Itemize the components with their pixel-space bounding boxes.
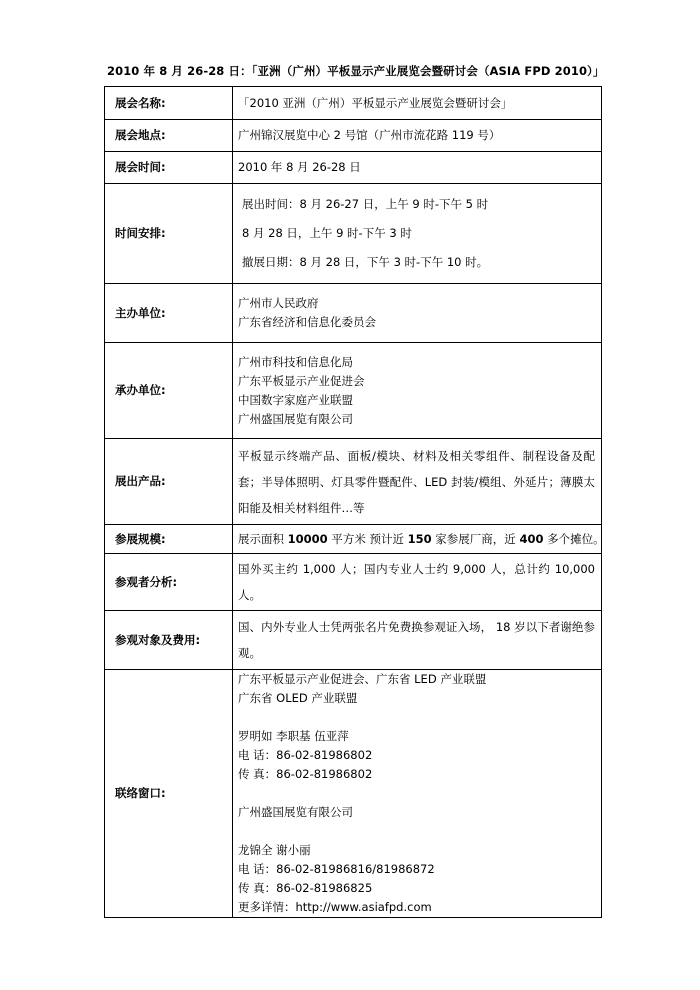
row-label-venue: 展会地点: bbox=[105, 120, 233, 152]
row-value-contact bbox=[233, 670, 602, 918]
contact-website: 更多详情：http://www.asiafpd.com bbox=[238, 900, 432, 914]
table-row bbox=[105, 670, 602, 918]
schedule-line: 撤展日期：8 月 28 日，下午 3 时-下午 10 时。 bbox=[242, 255, 489, 269]
contact-phone: 电 话：86-02-81986802 bbox=[238, 748, 373, 762]
scale-exhibitor-number: 150 bbox=[407, 531, 432, 546]
table-row bbox=[105, 152, 602, 184]
row-label-schedule: 时间安排: bbox=[105, 184, 233, 284]
table-row bbox=[105, 554, 602, 611]
venue-text: 广州锦汉展览中心 2 号馆（广州市流花路 119 号） bbox=[238, 128, 501, 142]
host-line: 广州市科技和信息化局 bbox=[238, 354, 353, 369]
row-value-venue bbox=[233, 120, 602, 152]
organizer-line: 广州市人民政府 bbox=[238, 296, 319, 310]
table-row bbox=[105, 343, 602, 439]
row-value-admission bbox=[233, 611, 602, 670]
dates-text: 2010 年 8 月 26-28 日 bbox=[238, 160, 361, 174]
products-text: 平板显示终端产品、面板/模块、材料及相关零组件、制程设备及配套；半导体照明、灯具零件暨配件、LED 封装/模组、外延片；薄膜太阳能及相关材料组件…等 bbox=[238, 448, 595, 515]
host-line: 广东平板显示产业促进会 bbox=[238, 373, 365, 388]
row-label-organizer: 主办单位: bbox=[105, 284, 233, 343]
row-value-scale bbox=[233, 525, 605, 554]
exhibition-name: 「2010 亚洲（广州）平板显示产业展览会暨研讨会」 bbox=[238, 95, 513, 110]
row-value-schedule bbox=[233, 184, 602, 284]
visitors-text: 国外买主约 1,000 人；国内专业人士约 9,000 人，总计约 10,000 人。 bbox=[238, 562, 595, 602]
scale-part: 展示面积 bbox=[238, 531, 288, 546]
page-headline: 2010 年 8 月 26-28 日：「亚洲（广州）平板显示产业展览会暨研讨会（ASIA FPD 2010）」 bbox=[107, 64, 605, 78]
contact-fax: 传 真：86-02-81986825 bbox=[238, 881, 373, 895]
contact-line: 广东平板显示产业促进会、广东省 LED 产业联盟 bbox=[238, 672, 487, 686]
table-row bbox=[105, 525, 602, 554]
schedule-line: 8 月 28 日，上午 9 时-下午 3 时 bbox=[242, 226, 412, 240]
scale-area-number: 10000 bbox=[287, 531, 328, 546]
scale-text bbox=[238, 530, 605, 549]
contact-names: 龙锦全 谢小丽 bbox=[238, 843, 311, 857]
row-label-name: 展会名称: bbox=[105, 87, 233, 120]
contact-names: 罗明如 李职基 伍亚萍 bbox=[238, 729, 349, 743]
row-value-visitors bbox=[233, 554, 602, 611]
table-row bbox=[105, 439, 602, 525]
contact-company: 广州盛国展览有限公司 bbox=[238, 805, 353, 819]
table-row bbox=[105, 120, 602, 152]
row-label-admission: 参观对象及费用: bbox=[105, 611, 233, 670]
row-value-dates bbox=[233, 152, 602, 184]
row-label-products: 展出产品: bbox=[105, 439, 233, 525]
schedule-line: 展出时间：8 月 26-27 日，上午 9 时-下午 5 时 bbox=[242, 197, 489, 211]
row-label-contact: 联络窗口: bbox=[105, 670, 233, 918]
contact-fax: 传 真：86-02-81986802 bbox=[238, 767, 373, 781]
exhibition-info-table bbox=[104, 86, 605, 918]
row-value-organizer bbox=[233, 284, 602, 343]
row-label-dates: 展会时间: bbox=[105, 152, 233, 184]
row-value-host bbox=[233, 343, 602, 439]
contact-phone: 电 话：86-02-81986816/81986872 bbox=[238, 862, 435, 876]
host-line: 广州盛国展览有限公司 bbox=[238, 411, 353, 426]
table-row bbox=[105, 284, 602, 343]
table-row bbox=[105, 184, 602, 284]
row-label-visitors: 参观者分析: bbox=[105, 554, 233, 611]
host-line: 中国数字家庭产业联盟 bbox=[238, 392, 353, 407]
scale-part: 平方米 预计近 bbox=[327, 531, 408, 546]
scale-booth-number: 400 bbox=[519, 531, 544, 546]
contact-line: 广东省 OLED 产业联盟 bbox=[238, 691, 358, 705]
table-row bbox=[105, 87, 602, 120]
row-value-name bbox=[233, 87, 602, 120]
scale-part: 家参展厂商，近 bbox=[431, 531, 520, 546]
row-label-host: 承办单位: bbox=[105, 343, 233, 439]
table-row bbox=[105, 611, 602, 670]
organizer-line: 广东省经济和信息化委员会 bbox=[238, 315, 376, 329]
scale-part: 多个摊位。 bbox=[543, 531, 605, 546]
admission-text: 国、内外专业人士凭两张名片免费换参观证入场， 18 岁以下者谢绝参观。 bbox=[238, 620, 595, 660]
row-value-products bbox=[233, 439, 602, 525]
row-label-scale: 参展规模: bbox=[105, 525, 233, 554]
